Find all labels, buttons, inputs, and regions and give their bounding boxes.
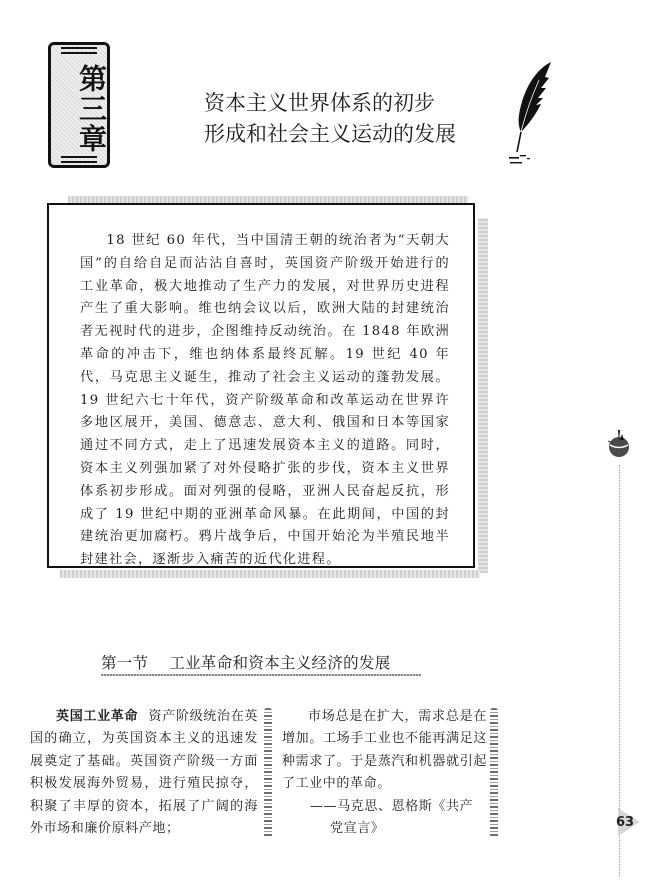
body-paragraph: 资产阶级统治在英国的确立，为英国资本主义的迅速发展奠定了基础。英国资产阶级一方面积极发展海外贸易，进行殖民掠夺，积聚了丰厚的资本，拓展了广阔的海外市场和廉价原料产地； — [30, 709, 258, 837]
chapter-intro-text: 18 世纪 60 年代，当中国清王朝的统治者为“天朝大国”的自给自足而沾沾自喜时，英国资产阶级开始进行的工业革命，极大地推动了生产力的发展，对世界历史进程产生了重大影响。维也纳会议以后，欧洲大陆的封建统治者无视时代的进步，企图维持反动统治。在 1848 年欧洲革命的冲击下，维也纳体系最终瓦解。19 世纪 40 年代，马克思主义诞生，推动了社会主义运动的蓬勃发展。19 世纪六七十年代，资产阶级革命和改革运动在世界许多地区展开，美国、德意志、意大利、俄国和日本等国家通过不同方式，走上了迅速发展资本主义的道路。同时，资本主义列强加紧了对外侵略扩张的步伐，资本主义世界体系初步形成。面对列强的侵略，亚洲人民奋起反抗，形成了 19 世纪中期的亚洲革命风暴。在此期间，中国的封建统治更加腐朽。鸦片战争后，中国开始沦为半殖民地半封建社会，逐渐步入痛苦的近代化进程。 — [80, 233, 450, 568]
chapter-badge — [48, 42, 110, 168]
vine-ornament-icon — [264, 708, 272, 838]
quill-feather-icon — [505, 60, 555, 170]
vine-divider-left — [264, 708, 272, 838]
section-gap — [148, 654, 169, 672]
chapter-title-line-2: 形成和社会主义运动的发展 — [204, 122, 456, 146]
church-vignette-icon — [604, 428, 634, 458]
chapter-title — [204, 88, 504, 150]
vine-divider-right — [490, 708, 498, 838]
section-title: 工业革命和资本主义经济的发展 — [169, 654, 391, 672]
quote-citation-line-2: 党宣言》 — [330, 821, 385, 837]
chapter-intro-box — [47, 203, 475, 568]
section-number: 第一节 — [101, 654, 149, 672]
chapter-title-line-1: 资本主义世界体系的初步 — [204, 91, 435, 115]
page-number: 63 — [616, 815, 635, 830]
quote-citation-line-1: ——马克思、恩格斯《共产 — [310, 798, 474, 814]
chapter-badge-text: 第三章 — [75, 64, 108, 154]
section-heading — [101, 651, 391, 673]
quote-sidebar — [282, 706, 487, 840]
section-heading-underline — [101, 674, 421, 676]
subsection-lead-heading: 英国工业革命 — [56, 709, 139, 724]
vine-ornament-icon — [490, 708, 498, 838]
intro-box-shadow-right — [478, 218, 488, 573]
quote-text: 市场总是在扩大，需求总是在增加。工场手工业也不能再满足这种需求了。于是蒸汽和机器就引起了工业中的革命。 — [282, 709, 487, 792]
body-column-left — [30, 706, 258, 840]
